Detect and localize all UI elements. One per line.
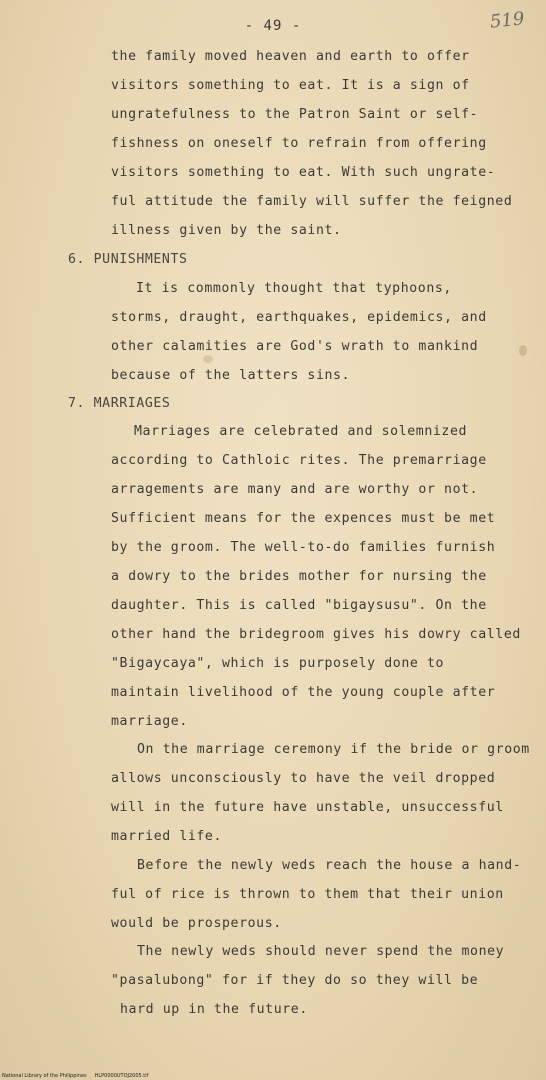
text-line: "pasalubong" for if they do so they will be (111, 973, 479, 988)
text-line: ful of rice is thrown to them that their union (111, 887, 504, 902)
text-line: Before the newly weds reach the house a hand- (137, 858, 522, 873)
text-line: Sufficient means for the expences must be met (111, 511, 496, 526)
text-line: fishness on oneself to refrain from offering (111, 136, 487, 151)
text-line: visitors something to eat. With such ungrate- (111, 165, 496, 180)
paper-stain (203, 355, 213, 363)
text-line: because of the latters sins. (111, 368, 351, 383)
text-line: hard up in the future. (120, 1002, 308, 1017)
text-line: maintain livelihood of the young couple after (111, 685, 496, 700)
text-line: Marriages are celebrated and solemnized (134, 424, 468, 439)
text-line: other calamities are God's wrath to mankind (111, 339, 479, 354)
text-line: would be prosperous. (111, 916, 282, 931)
text-line: will in the future have unstable, unsuccessful (111, 800, 504, 815)
text-line: marriage. (111, 714, 188, 729)
text-line: the family moved heaven and earth to offer (111, 49, 470, 64)
text-line: The newly weds should never spend the money (137, 944, 505, 959)
text-line: allows unconsciously to have the veil dropped (111, 771, 496, 786)
text-line: visitors something to eat. It is a sign of (111, 78, 470, 93)
text-line: by the groom. The well-to-do families furnish (111, 540, 496, 555)
text-line: ful attitude the family will suffer the feigned (111, 194, 513, 209)
text-line: "Bigaycaya", which is purposely done to (111, 656, 445, 671)
archive-page-mark: 519 (488, 8, 526, 33)
paper-stain (519, 345, 527, 356)
section-heading-punishments: 6. PUNISHMENTS (68, 252, 188, 267)
page-number: - 49 - (244, 18, 302, 34)
text-line: storms, draught, earthquakes, epidemics, and (111, 310, 487, 325)
text-line: married life. (111, 829, 223, 844)
scan-footer-caption: National Library of the Philippines HLP0000UTOJ2005.tif (2, 1073, 149, 1079)
text-line: arragements are many and are worthy or not. (111, 482, 479, 497)
text-line: ungratefulness to the Patron Saint or self- (111, 107, 479, 122)
text-line: other hand the bridegroom gives his dowry called (111, 627, 521, 642)
text-line: a dowry to the brides mother for nursing the (111, 569, 487, 584)
section-heading-marriages: 7. MARRIAGES (68, 396, 171, 411)
text-line: daughter. This is called "bigaysusu". On the (111, 598, 487, 613)
text-line: On the marriage ceremony if the bride or groom (137, 742, 530, 757)
text-line: illness given by the saint. (111, 223, 342, 238)
text-line: It is commonly thought that typhoons, (136, 281, 452, 296)
text-line: according to Cathloic rites. The premarriage (111, 453, 487, 468)
